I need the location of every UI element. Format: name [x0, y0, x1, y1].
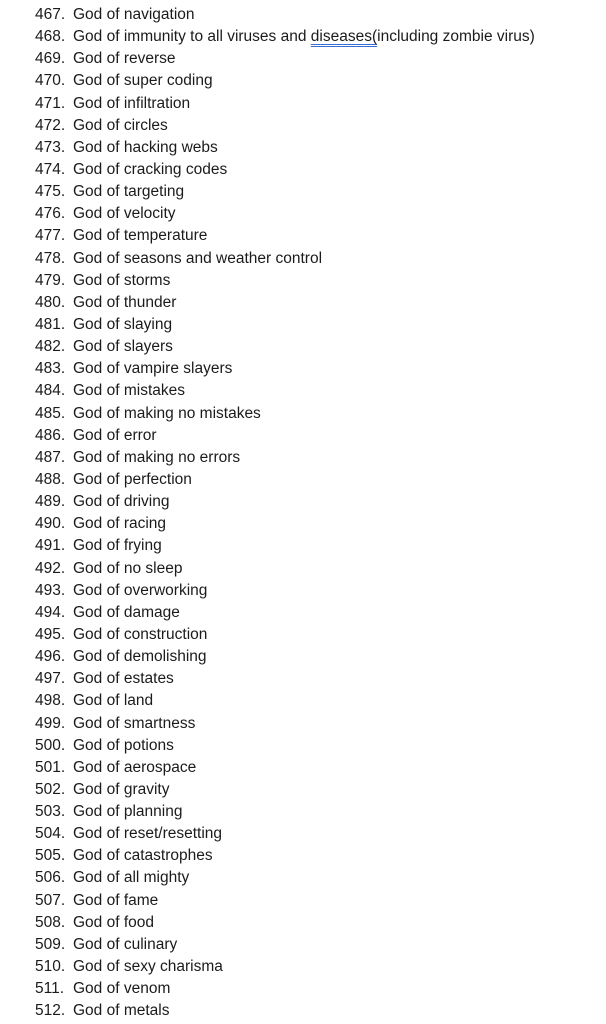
list-item-text: God of error — [73, 426, 157, 444]
list-item — [0, 26, 606, 48]
list-item-number: 491. — [35, 537, 66, 555]
list-item — [0, 447, 606, 469]
list-item-number: 499. — [35, 714, 66, 732]
list-item-number: 469. — [35, 50, 66, 68]
list-item — [0, 580, 606, 602]
list-item-text: God of planning — [73, 803, 183, 821]
list-item — [0, 513, 606, 535]
list-item-text: God of gravity — [73, 780, 170, 798]
list-item — [0, 558, 606, 580]
list-item — [0, 336, 606, 358]
list-item — [0, 845, 606, 867]
list-item-number: 479. — [35, 271, 66, 289]
list-item — [0, 292, 606, 314]
list-item-text: God of construction — [73, 625, 208, 643]
list-item-text: God of venom — [73, 980, 171, 998]
list-item-text: God of no sleep — [73, 559, 183, 577]
list-item — [0, 225, 606, 247]
list-item-text: God of demolishing — [73, 648, 207, 666]
list-item-number: 489. — [35, 493, 66, 511]
list-item-number: 475. — [35, 183, 66, 201]
list-item — [0, 469, 606, 491]
list-item-text: God of frying — [73, 537, 162, 555]
list-item-text: God of fame — [73, 891, 159, 909]
list-item — [0, 646, 606, 668]
list-item-number: 503. — [35, 803, 66, 821]
list-item-number: 493. — [35, 581, 66, 599]
list-item-number: 471. — [35, 94, 66, 112]
list-item-number: 492. — [35, 559, 66, 577]
list-item-text: God of reset/resetting — [73, 825, 223, 843]
list-item-text: God of slaying — [73, 315, 173, 333]
list-item-number: 476. — [35, 205, 66, 223]
list-item-text: God of racing — [73, 515, 167, 533]
list-item-text: God of catastrophes — [73, 847, 213, 865]
list-item-text: God of circles — [73, 116, 168, 134]
list-item — [0, 934, 606, 956]
list-item-number: 487. — [35, 448, 66, 466]
list-item-number: 486. — [35, 426, 66, 444]
list-item-text: God of storms — [73, 271, 171, 289]
list-item-text: God of food — [73, 913, 155, 931]
list-item-number: 507. — [35, 891, 66, 909]
list-item — [0, 890, 606, 912]
list-item-text-part: God of immunity to all viruses and — [73, 28, 311, 46]
list-item-text-part: including zombie virus) — [377, 28, 535, 46]
list-item — [0, 912, 606, 934]
list-item-text: God of driving — [73, 493, 170, 511]
list-item — [0, 270, 606, 292]
list-item — [0, 867, 606, 889]
list-item — [0, 801, 606, 823]
list-item-text — [73, 26, 535, 48]
list-item — [0, 403, 606, 425]
spellcheck-flagged-word[interactable]: diseases( — [310, 28, 378, 46]
list-item-text: God of vampire slayers — [73, 360, 233, 378]
list-item-text: God of navigation — [73, 6, 195, 23]
list-item-text: God of temperature — [73, 227, 208, 245]
list-item-number: 470. — [35, 72, 66, 90]
list-item-text: God of damage — [73, 603, 180, 621]
list-item-number: 472. — [35, 116, 66, 134]
list-item-number: 510. — [35, 958, 66, 976]
list-item-number: 477. — [35, 227, 66, 245]
list-item-number: 483. — [35, 360, 66, 378]
list-item-text: God of slayers — [73, 338, 173, 356]
list-item-number: 474. — [35, 160, 66, 178]
list-item-text: God of perfection — [73, 470, 192, 488]
list-item-number: 482. — [35, 338, 66, 356]
list-item — [0, 535, 606, 557]
list-item-number: 497. — [35, 670, 66, 688]
list-item — [0, 115, 606, 137]
list-item — [0, 956, 606, 978]
list-item-text: God of reverse — [73, 50, 176, 68]
list-item — [0, 735, 606, 757]
list-item — [0, 713, 606, 735]
list-item-text: God of sexy charisma — [73, 958, 223, 976]
list-item-number: 478. — [35, 249, 66, 267]
list-item-number: 498. — [35, 692, 66, 710]
list-item-number: 512. — [35, 1002, 66, 1020]
list-item — [0, 358, 606, 380]
list-item — [0, 1000, 606, 1022]
list-item-text: God of overworking — [73, 581, 208, 599]
list-item-text: God of targeting — [73, 183, 185, 201]
list-item-text: God of infiltration — [73, 94, 191, 112]
list-item-text: God of super coding — [73, 72, 213, 90]
list-item — [0, 248, 606, 270]
list-item — [0, 757, 606, 779]
list-item — [0, 70, 606, 92]
list-item-text: God of thunder — [73, 293, 177, 311]
list-item-number: 504. — [35, 825, 66, 843]
list-item-number: 501. — [35, 758, 66, 776]
list-item-text: God of cracking codes — [73, 160, 228, 178]
list-item-text: God of estates — [73, 670, 174, 688]
list-item — [0, 602, 606, 624]
list-item-number: 473. — [35, 138, 66, 156]
list-item-number: 484. — [35, 382, 66, 400]
list-item — [0, 203, 606, 225]
list-item-number: 495. — [35, 625, 66, 643]
list-item — [0, 690, 606, 712]
list-item-text: God of culinary — [73, 935, 178, 953]
list-item — [0, 491, 606, 513]
list-item — [0, 93, 606, 115]
list-item-number: 488. — [35, 470, 66, 488]
list-item — [0, 624, 606, 646]
list-item-number: 494. — [35, 603, 66, 621]
list-item — [0, 48, 606, 70]
list-item-text: God of smartness — [73, 714, 196, 732]
list-item — [0, 314, 606, 336]
list-item — [0, 181, 606, 203]
list-item — [0, 425, 606, 447]
list-item-number: 508. — [35, 913, 66, 931]
list-item-number: 506. — [35, 869, 66, 887]
list-item-text: God of land — [73, 692, 154, 710]
list-item — [0, 779, 606, 801]
list-item-number: 468. — [35, 28, 66, 46]
list-item — [0, 380, 606, 402]
list-item-number: 500. — [35, 736, 66, 754]
list-item-text: God of seasons and weather control — [73, 249, 323, 267]
list-item-text: God of velocity — [73, 205, 176, 223]
list-item-number: 467. — [35, 6, 66, 23]
list-item-text: God of all mighty — [73, 869, 190, 887]
list-item — [0, 823, 606, 845]
list-item-number: 490. — [35, 515, 66, 533]
list-item-number: 502. — [35, 780, 66, 798]
list-item — [0, 159, 606, 181]
list-item-number: 496. — [35, 648, 66, 666]
list-item — [0, 137, 606, 159]
list-item — [0, 668, 606, 690]
list-item-text: God of potions — [73, 736, 174, 754]
list-item-text: God of aerospace — [73, 758, 197, 776]
list-item-number: 480. — [35, 293, 66, 311]
list-item-text: God of hacking webs — [73, 138, 218, 156]
list-item-text: God of making no mistakes — [73, 404, 261, 422]
list-item-number: 509. — [35, 935, 66, 953]
list-item-number: 511. — [35, 980, 65, 998]
list-item-text: God of mistakes — [73, 382, 185, 400]
numbered-list — [0, 4, 606, 1022]
list-item-number: 485. — [35, 404, 66, 422]
list-item — [0, 978, 606, 1000]
list-item-text: God of metals — [73, 1002, 170, 1020]
list-item — [0, 4, 606, 26]
list-item-text: God of making no errors — [73, 448, 241, 466]
list-item-number: 505. — [35, 847, 66, 865]
list-item-number: 481. — [35, 315, 66, 333]
